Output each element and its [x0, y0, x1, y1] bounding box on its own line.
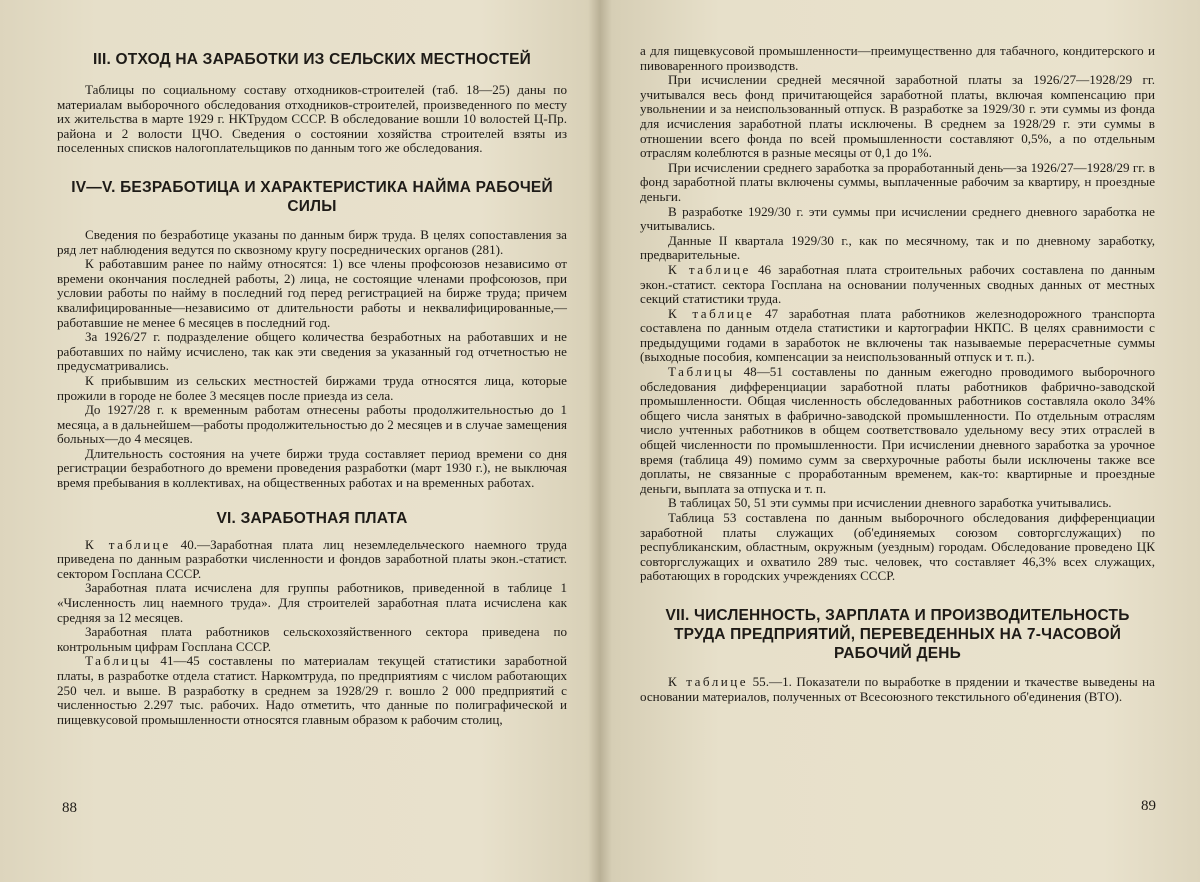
paragraph	[640, 263, 1155, 307]
spaced-lead: К таблице	[85, 536, 171, 552]
left-text-column	[57, 50, 567, 727]
page-number: 89	[1141, 798, 1156, 814]
paragraph: а для пищевкусовой промышленности—преимущественно для табачного, кондитерского и пивоваренного производств.	[640, 43, 1155, 73]
paragraph: За 1926/27 г. подразделение общего количества безработных на работавших и не работавших по найму исчислено, так как эти сведения за указанный год отчетностью не предусматривались.	[57, 329, 567, 374]
paragraph: При исчислении средней месячной заработной платы за 1926/27—1928/29 гг. учитывался весь фонд причитающейся заработной платы, включая компенсацию при увольнении и за неиспользованный отпуск. В разработке за 1929/30 г. эти суммы из фонда для исчисления заработной платы исключены. В среднем за 1928/29 г. эти суммы в отношении всего фонда по всей промышленности составляют 0,5%, а по отдельным отраслям колеблются в разные месяцы от 0,1 до 1%.	[640, 72, 1155, 161]
section-3-heading: III. ОТХОД НА ЗАРАБОТКИ ИЗ СЕЛЬСКИХ МЕСТНОСТЕЙ	[92, 51, 532, 68]
paragraph: Сведения по безработице указаны по данным бирж труда. В целях сопоставления за ряд лет наблюдения ведутся по сквозному кругу посреднических органов (281).	[57, 226, 567, 257]
section-3-paragraph: Таблицы по социальному составу отходников-строителей (таб. 18—25) даны по материалам выборочного обследования отходников-строителей, произведенного по месту их жительства в марте 1929 г. НКТрудом СССР. В обследование вошли 10 волостей Ц-Пр. района и 2 волости ЦЧО. Сведения о состоянии хозяйства строителей взяты из поселенных списков налогоплательщиков по данным того же обследования.	[57, 82, 567, 156]
paragraph: В разработке 1929/30 г. эти суммы при исчислении среднего дневного заработка не учитывались.	[640, 203, 1155, 234]
section-4-5-heading: IV—V. БЕЗРАБОТИЦА И ХАРАКТЕРИСТИКА НАЙМА РАБОЧЕЙ СИЛЫ	[71, 178, 553, 215]
paragraph: До 1927/28 г. к временным работам отнесены работы продолжительностью до 1 месяца, а в дальнейшем—работы продолжительностью до 2 месяцев и в случае замещения больных—до 4 месяцев.	[57, 402, 567, 447]
spaced-lead: Таблицы	[85, 653, 152, 669]
section-6-heading: VI. ЗАРАБОТНАЯ ПЛАТА	[216, 509, 408, 527]
paragraph: К работавшим ранее по найму относятся: 1) все члены профсоюзов независимо от времени окончания последней работы, 2) лица, не состоящие членами профсоюзов, при условии работы по найму в последний год перед регистрацией на бирже труда; причем квалифицированные—независимо от длительности работы и неквалифицированные,—работавшие не менее 6 месяцев в последний год.	[57, 256, 567, 330]
paragraph-text: 41—45 составлены по материалам текущей статистики заработной платы, в разработке отдела статист. Наркомтруда, по предприятиям с числом работающих 250 чел. и выше. В разработку в среднем за 1928/29 г. вошло 2 000 предприятий с численностью 2.297 тыс. рабочих. Надо отметить, что данные по полиграфической и пищевкусовой промышленности относятся главным образом к рабочим столиц,	[57, 653, 567, 727]
paragraph	[640, 365, 1155, 496]
paragraph: Длительность состояния на учете биржи труда составляет период времени со дня регистрации безработного до времени проведения разработки (март 1930 г.), не выключая время пребывания в коллективах, на общественных работах и на временных работах.	[57, 445, 567, 491]
paragraph	[57, 538, 567, 582]
paragraph: Данные II квартала 1929/30 г., как по месячному, так и по дневному заработку, предварительные.	[640, 232, 1155, 263]
paragraph	[57, 654, 567, 727]
spaced-lead: К таблице	[668, 261, 751, 277]
paragraph: При исчислении среднего заработка за проработанный день—за 1926/27—1928/29 гг. в фонд заработной платы включены суммы, выплаченные рабочим за квартиру, н проездные деньги.	[640, 159, 1155, 204]
paragraph-text: 40.—Заработная плата лиц неземледельческого наемного труда приведена по данным разработки численности и фондов заработной платы экон.-статист. сектором Госплана СССР.	[57, 536, 567, 581]
paragraph	[640, 307, 1155, 365]
paragraph: К прибывшим из сельских местностей биржами труда относятся лица, которые прожили в городе не более 3 месяцев после приезда из села.	[57, 372, 567, 403]
page-number: 88	[62, 800, 77, 816]
paragraph-text: 47 заработная плата работников железнодорожного транспорта составлена по данным отдела статистики и картографии НКПС. В целях сравнимости с предыдущими годами в заработок не включены так называемые перерасчетные суммы (выходные пособия, компенсации за неиспользованный отпуск и т. п.).	[640, 305, 1155, 365]
paragraph: Заработная плата исчислена для группы работников, приведенной в таблице 1 «Численность лиц наемного труда». Для строителей заработная плата исчислена как средняя за 12 месяцев.	[57, 580, 567, 625]
paragraph: В таблицах 50, 51 эти суммы при исчислении дневного заработка учитывались.	[668, 495, 1112, 511]
paragraph-text: 48—51 составлены по данным ежегодно проводимого выборочного обследования дифференциации заработной платы работников фабрично-заводской промышленности. Общая численность обследованных работников составляла около 34% общего числа занятых в фабрично-заводской промышленности. По отдельным отраслям число учтенных работников в общем соответствовало удельному весу этих отраслей в общей численности по промышленности. При исчислении дневного заработка за урочное время (таблица 49) помимо сумм за сверхурочные работы были исключены также все доплаты, не связанные с проработанным временем, как-то: квартирные и проездные деньги, выплата за отпуска и т. п.	[640, 364, 1155, 496]
right-page	[600, 0, 1200, 882]
paragraph	[640, 675, 1155, 704]
spaced-lead: К таблице	[668, 305, 755, 321]
paragraph: Таблица 53 составлена по данным выборочного обследования дифференциации заработной платы служащих (об'единяемых союзом совторгслужащих) по республиканским, областным, окружным (уездным) городам. Обследование проведено ЦК совторгслужащих и охватило 289 тыс. человек, что составляет 46,3% всех служащих, работающих в городских учреждениях СССР.	[640, 510, 1155, 584]
section-7-heading: VII. ЧИСЛЕННОСТЬ, ЗАРПЛАТА И ПРОИЗВОДИТЕЛЬНОСТЬ ТРУДА ПРЕДПРИЯТИЙ, ПЕРЕВЕДЕННЫХ НА 7-ЧАСОВОЙ РАБОЧИЙ ДЕНЬ	[665, 606, 1130, 662]
paragraph: Заработная плата работников сельскохозяйственного сектора приведена по контрольным цифрам Госплана СССР.	[57, 624, 567, 654]
paragraph-text: 46 заработная плата строительных рабочих составлена по данным экон.-статист. сектора Госплана на основании полученных сводных данных от местных секций статистики труда.	[640, 261, 1155, 307]
paragraph-text: 55.—1. Показатели по выработке в прядении и ткачестве выведены на основании материалов, полученных от Всесоюзного текстильного об'единения (ВТО).	[640, 673, 1155, 704]
spaced-lead: Таблицы	[668, 364, 735, 380]
right-text-column	[640, 44, 1155, 704]
spaced-lead: К таблице	[668, 673, 749, 689]
